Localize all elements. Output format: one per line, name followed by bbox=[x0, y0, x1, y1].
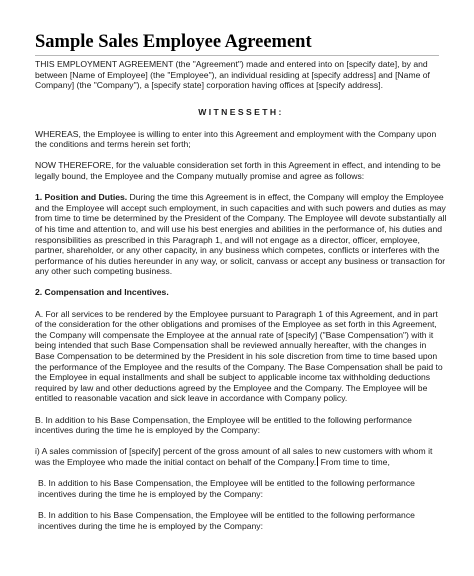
section-2-i-continuation: From time to time, bbox=[318, 456, 390, 467]
section-1-heading: 1. Position and Duties. bbox=[35, 192, 128, 203]
therefore-paragraph: NOW THEREFORE, for the valuable consideration set forth in this Agreement in effect, and intending to be legally bound, the Employee and the Company mutually promise and agree as follows: bbox=[35, 160, 441, 181]
section-2-a-paragraph: A. For all services to be rendered by the Employee pursuant to Paragraph 1 of this Agreement, and in part of the consideration for the other obligations and promises of the Employee as set forth in this Agreement, the Company will compensate the Employee at the annual rate of [specify] ("Base Compensation") with it being intended that such Base Compensation shall be reviewed annually hereafter, with the changes in Base Compensation to be determined by the President in his sole discretion from time to time based upon the performance of the Employee and the results of the Company. The Base Compensation shall be paid to the Employee in equal installments and shall be subject to applicable income tax withholding deductions required by law and other deductions agreed by the Employee and the Company. The Employee will be entitled to reasonable vacation and sick leave in accordance with Company policy. bbox=[35, 308, 443, 404]
section-2-b-repeat-paragraph-2: B. In addition to his Base Compensation, the Employee will be entitled to the following performance incentives during the time he is employed by the Company: bbox=[38, 509, 415, 531]
section-1-text: During the time this Agreement is in effect, the Company will employ the Employee and the Employee will accept such employment, in such capacities and with such powers and duties as may from time to time be determined by the President of the Company. The Employee will devote substantially all of his time and attention to, and will use his best energies and abilities in the performance of, his duties and responsibilities as prescribed in this Paragraph 1, and will not engage as a director, officer, employee, partner, shareholder, or any other capacity, in any business which competes, conflicts or interferes with the performance of his duties hereunder in any way, or solicit, canvass or accept any business or transaction for any other such competing business. bbox=[35, 192, 447, 277]
witnesseth-heading: WITNESSETH: bbox=[198, 107, 284, 118]
section-2-b-repeat-paragraph: B. In addition to his Base Compensation, the Employee will be entitled to the following performance incentives during the time he is employed by the Company: bbox=[38, 478, 415, 499]
document-title: Sample Sales Employee Agreement bbox=[35, 32, 312, 52]
section-1-paragraph bbox=[35, 192, 447, 277]
section-2-b-paragraph: B. In addition to his Base Compensation, the Employee will be entitled to the following performance incentives during the time he is employed by the Company: bbox=[35, 414, 412, 436]
title-divider bbox=[35, 55, 439, 56]
document-body bbox=[35, 59, 447, 531]
section-2-heading: 2. Compensation and Incentives. bbox=[35, 287, 169, 298]
intro-paragraph: THIS EMPLOYMENT AGREEMENT (the "Agreement") made and entered into on [specify date], by and between [Name of Employee] (the "Employee"), an individual residing at [specify address] and [Name of Company] (the "Company"), a [specify state] corporation having offices at [specify address]. bbox=[35, 59, 430, 91]
section-2-i-text: i) A sales commission of [specify] percent of the gross amount of all sales to new customers with whom it was the Employee who made the initial contact on behalf of the Company. bbox=[35, 446, 433, 467]
whereas-paragraph: WHEREAS, the Employee is willing to enter into this Agreement and employment with the Company upon the conditions and terms herein set forth; bbox=[35, 128, 437, 150]
section-2-i-paragraph bbox=[35, 446, 447, 467]
document-page bbox=[17, 0, 457, 576]
